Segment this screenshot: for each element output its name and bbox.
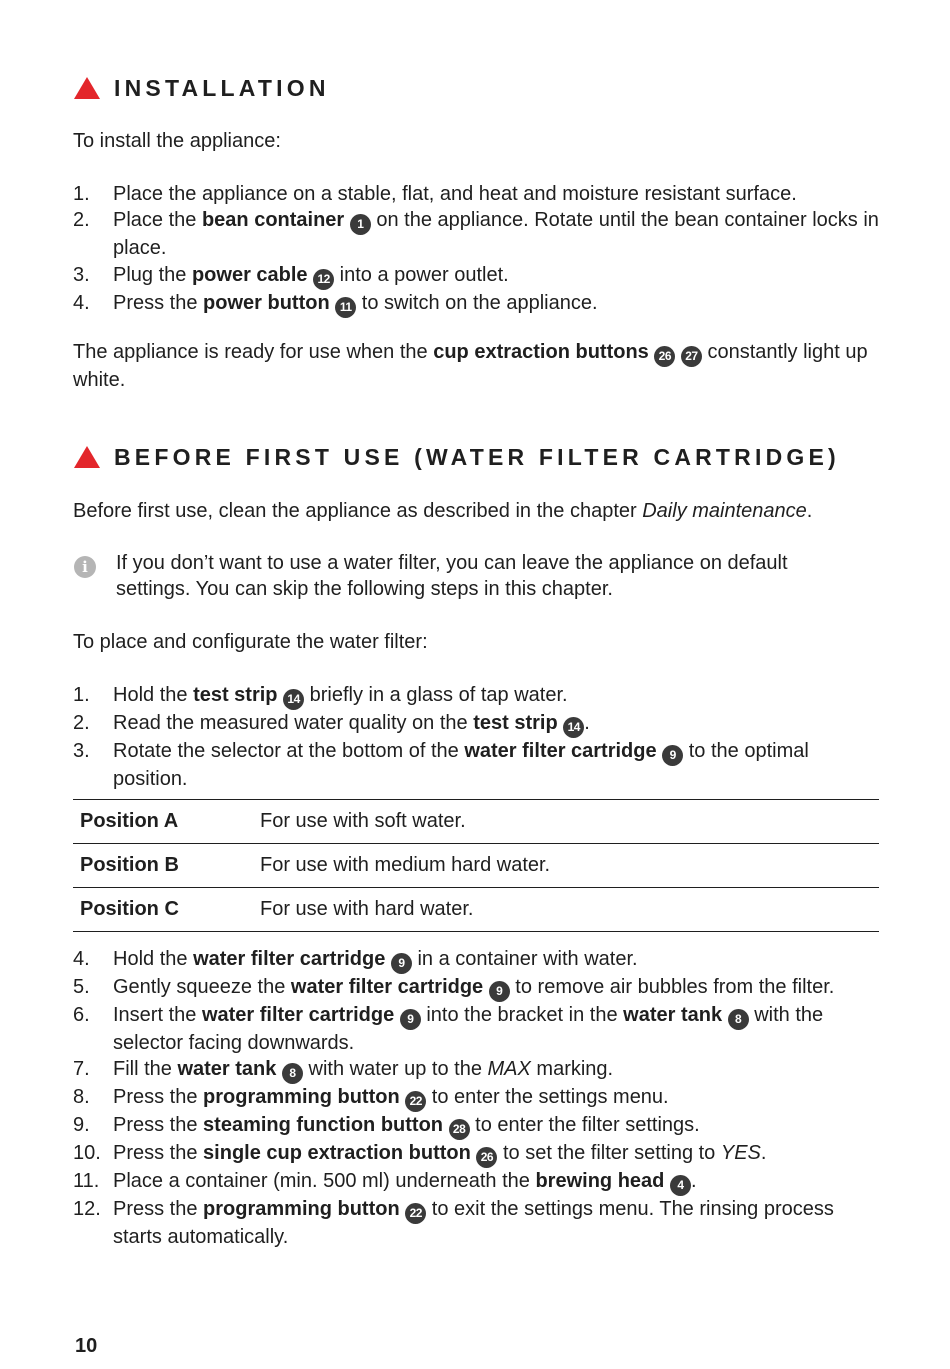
- part-number-badge: 1: [350, 214, 371, 235]
- install-steps: [73, 181, 883, 318]
- part-number-badge: 22: [405, 1203, 426, 1224]
- step-number: 6.: [73, 1004, 90, 1026]
- before-first-use-heading: [74, 442, 840, 472]
- step-number: 11.: [73, 1170, 100, 1193]
- part-name: brewing head: [535, 1170, 665, 1193]
- part-number-badge: 28: [449, 1119, 470, 1140]
- step-number: 3.: [73, 740, 90, 762]
- list-item: [73, 738, 883, 792]
- list-item: [73, 1112, 883, 1140]
- part-number-badge: 26: [476, 1147, 497, 1168]
- step-text: to switch on the appliance.: [356, 291, 598, 314]
- step-text: to set the filter setting to: [497, 1142, 721, 1165]
- step-text: .: [690, 1170, 697, 1193]
- before-first-use-intro: [73, 498, 883, 524]
- part-number-badge: 26: [654, 346, 675, 367]
- step-text: in a container with water.: [411, 948, 638, 970]
- part-number-badge: 22: [405, 1091, 426, 1112]
- step-number: 7.: [73, 1058, 90, 1081]
- warning-triangle-icon: [74, 446, 100, 468]
- step-text: to the optimal position.: [113, 740, 809, 790]
- step-text: to enter the settings menu.: [426, 1086, 669, 1109]
- table-row: [73, 888, 879, 932]
- step-text: into the bracket in the: [420, 1004, 624, 1026]
- part-number-badge: 9: [400, 1009, 421, 1030]
- step-number: 12.: [73, 1198, 101, 1221]
- part-number-badge: 14: [283, 689, 304, 710]
- section-title: INSTALLATION: [114, 74, 330, 101]
- step-text: .: [760, 1142, 767, 1165]
- list-item: [73, 974, 883, 1002]
- install-intro: To install the appliance:: [73, 130, 281, 152]
- list-item: [73, 1168, 883, 1196]
- list-item: [73, 1196, 883, 1250]
- part-name: cup extraction buttons: [433, 341, 649, 363]
- position-label: Position A: [80, 810, 179, 832]
- chapter-reference: Daily maintenance: [642, 500, 807, 522]
- step-text: Read the measured water quality on the: [113, 712, 474, 734]
- page-number: 10: [75, 1335, 98, 1357]
- part-name: water filter cartridge: [290, 976, 484, 998]
- step-number: 9.: [73, 1114, 90, 1137]
- step-text: Gently squeeze the: [113, 976, 291, 998]
- position-description: For use with soft water.: [260, 810, 466, 832]
- step-text: into a power outlet.: [334, 263, 509, 286]
- part-name: test strip: [473, 712, 558, 734]
- position-table: [73, 799, 879, 932]
- part-number-badge: 27: [681, 346, 702, 367]
- part-number-badge: 11: [335, 297, 356, 318]
- step-number: 10.: [73, 1142, 101, 1165]
- step-number: 1.: [73, 183, 90, 205]
- marking-label: MAX: [487, 1058, 531, 1081]
- position-description: For use with medium hard water.: [260, 854, 551, 876]
- step-text: Press the: [113, 1142, 204, 1165]
- step-text: Place a container (min. 500 ml) underneath the: [113, 1170, 536, 1193]
- section-title: BEFORE FIRST USE (WATER FILTER CARTRIDGE): [114, 443, 840, 470]
- step-text: Plug the: [113, 263, 192, 286]
- step-text: .: [584, 712, 590, 734]
- step-number: 1.: [73, 684, 90, 706]
- warning-triangle-icon: [74, 77, 100, 99]
- part-number-badge: 9: [662, 745, 683, 766]
- ready-text: The appliance is ready for use when the: [73, 341, 434, 363]
- step-text: on the appliance. Rotate until the bean container locks in place.: [113, 209, 879, 260]
- filter-steps-b: [73, 946, 883, 1251]
- step-text: to enter the filter settings.: [469, 1114, 700, 1137]
- list-item: [73, 682, 883, 710]
- part-name: water filter cartridge: [193, 948, 386, 970]
- step-text: to exit the settings menu. The rinsing process starts automatically.: [113, 1198, 834, 1249]
- list-item: [73, 1002, 883, 1056]
- part-number-badge: 9: [489, 981, 510, 1002]
- part-name: steaming function button: [203, 1114, 444, 1137]
- part-number-badge: 4: [670, 1175, 691, 1196]
- step-text: Press the: [113, 1114, 204, 1137]
- list-item: [73, 1084, 883, 1112]
- step-text: to remove air bubbles from the filter.: [509, 976, 835, 998]
- list-item: [73, 1056, 883, 1084]
- part-name: power button: [203, 291, 330, 314]
- intro-text: Before first use, clean the appliance as described in the chapter: [73, 500, 643, 522]
- part-name: water filter cartridge: [201, 1004, 395, 1026]
- list-item: [73, 181, 883, 207]
- info-note: If you don’t want to use a water filter, you can leave the appliance on default settings. You can skip the following steps in this chapter.: [116, 552, 788, 601]
- step-text: Press the: [113, 1198, 204, 1221]
- intro-text: .: [806, 500, 813, 522]
- step-text: Place the: [113, 209, 202, 232]
- part-name: single cup extraction button: [203, 1142, 471, 1165]
- step-number: 2.: [73, 712, 90, 734]
- part-name: power cable: [191, 263, 308, 286]
- list-item: [73, 710, 883, 738]
- step-text: Place the appliance on a stable, flat, and heat and moisture resistant surface.: [113, 183, 797, 205]
- step-text: Fill the: [113, 1058, 178, 1081]
- step-number: 4.: [73, 291, 90, 314]
- step-text: Hold the: [113, 948, 194, 970]
- installation-heading: [74, 73, 330, 103]
- part-name: test strip: [193, 684, 278, 706]
- ready-note: [73, 339, 883, 393]
- list-item: [73, 946, 883, 974]
- step-number: 8.: [73, 1086, 90, 1109]
- position-label: Position C: [80, 898, 179, 920]
- setting-value: YES: [720, 1142, 761, 1165]
- part-number-badge: 9: [391, 953, 412, 974]
- step-text: marking.: [530, 1058, 614, 1081]
- part-name: water tank: [623, 1004, 723, 1026]
- list-item: [73, 290, 883, 318]
- step-number: 5.: [73, 976, 90, 998]
- info-icon: i: [74, 556, 96, 578]
- step-text: Insert the: [113, 1004, 202, 1026]
- step-text: with the selector facing downwards.: [113, 1004, 824, 1054]
- part-name: water filter cartridge: [464, 740, 657, 762]
- step-text: Press the: [113, 1086, 204, 1109]
- ready-text: constantly light up white.: [73, 341, 868, 391]
- part-number-badge: 8: [728, 1009, 749, 1030]
- part-name: water tank: [177, 1058, 277, 1081]
- table-row: [73, 800, 879, 844]
- step-text: Hold the: [113, 684, 194, 706]
- list-item: [73, 1140, 883, 1168]
- step-number: 4.: [73, 948, 90, 970]
- position-label: Position B: [80, 854, 179, 876]
- step-number: 2.: [73, 209, 90, 232]
- part-name: programming button: [203, 1198, 400, 1221]
- part-number-badge: 8: [282, 1063, 303, 1084]
- part-number-badge: 14: [563, 717, 584, 738]
- part-name: bean container: [201, 209, 345, 232]
- list-item: [73, 207, 883, 261]
- step-text: Press the: [113, 291, 204, 314]
- step-text: briefly in a glass of tap water.: [304, 684, 568, 706]
- list-item: [73, 262, 883, 290]
- table-row: [73, 844, 879, 888]
- part-name: programming button: [203, 1086, 400, 1109]
- part-number-badge: 12: [313, 269, 334, 290]
- step-number: 3.: [73, 263, 90, 286]
- configure-intro: To place and configurate the water filter:: [73, 631, 428, 653]
- filter-steps-a: [73, 682, 883, 792]
- step-text: with water up to the: [302, 1058, 488, 1081]
- step-text: Rotate the selector at the bottom of the: [113, 740, 465, 762]
- position-description: For use with hard water.: [260, 898, 474, 920]
